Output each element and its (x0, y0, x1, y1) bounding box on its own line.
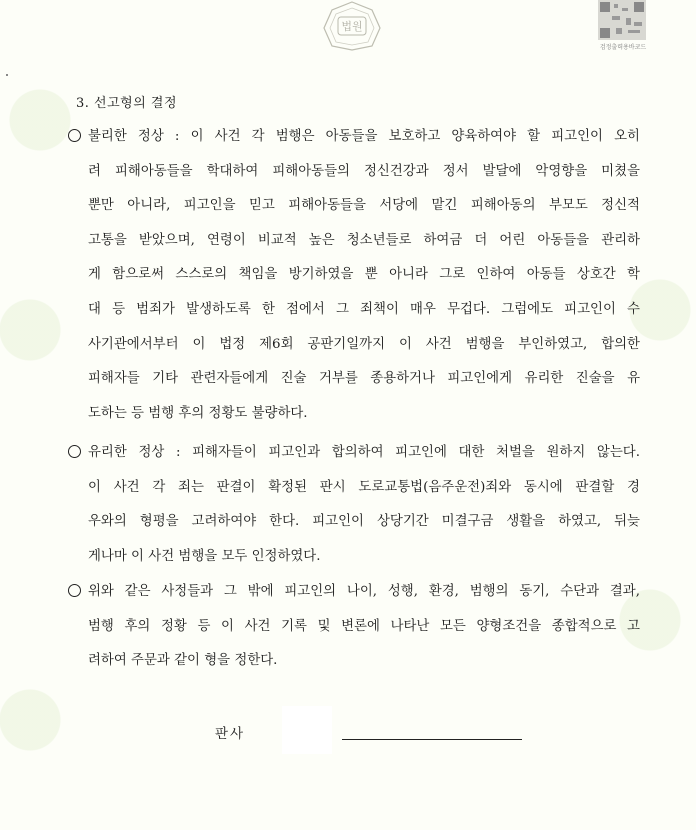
svg-text:법원: 법원 (341, 20, 363, 33)
paragraph-line: 뿐만 아니라, 피고인을 믿고 피해아동들을 서당에 맡긴 피해아동의 부모도 정신적 (88, 198, 640, 214)
paragraph-conclusion (68, 575, 640, 679)
paragraph-line: 우와의 형평을 고려하여야 한다. 피고인이 상당기간 미결구금 생활을 하였고, 뒤늦 (88, 514, 640, 530)
paragraph-line: 위와 같은 사정들과 그 밖에 피고인의 나이, 성행, 환경, 범행의 동기, 수단과 결과, (68, 575, 640, 610)
paragraph-line: 대 등 범죄가 발생하도록 한 점에서 그 죄책이 매우 무겁다. 그럼에도 피고인이 수 (88, 301, 640, 317)
section-heading: 3. 선고형의 결정 (76, 96, 178, 111)
paragraph-line: 이 사건 각 죄는 판결이 확정된 판시 도로교통법(음주운전)죄와 동시에 판결할 경 (88, 479, 640, 495)
paragraph-line: 고통을 받았으며, 연령이 비교적 높은 청소년들로 하여금 더 어린 아동들을 관리하 (88, 232, 640, 248)
paragraph-line: 게 함으로써 스스로의 책임을 방기하였을 뿐 아니라 그로 인하여 아동들 상호간 학 (88, 267, 640, 283)
paragraph-line: 려하여 주문과 같이 형을 정한다. (88, 653, 278, 669)
paragraph-favorable (68, 436, 640, 574)
paragraph-line: 불리한 정상 : 이 사건 각 범행은 아동들을 보호하고 양육하여야 할 피고인이 오히 (68, 120, 640, 155)
court-emblem-icon (320, 0, 384, 52)
signature-redaction (282, 706, 332, 754)
paragraph-line: 유리한 정상 : 피해자들이 피고인과 합의하여 피고인에 대한 처벌을 원하지 않는다. (68, 436, 640, 471)
paragraph-line: 사기관에서부터 이 법정 제6회 공판기일까지 이 사건 범행을 부인하였고, 합의한 (88, 336, 640, 352)
qr-caption: 검정출력용바코드 (599, 44, 647, 51)
judge-label: 판사 (215, 726, 246, 742)
signature-line (342, 739, 522, 740)
paragraph-line: 려 피해아동들을 학대하여 피해아동들의 정신건강과 정서 발달에 악영향을 미쳤을 (88, 163, 640, 179)
paragraph-line: 범행 후의 정황 등 이 사건 기록 및 변론에 나타난 모든 양형조건을 종합적으로 고 (88, 618, 640, 634)
qr-code-icon (598, 0, 646, 40)
scan-mark (6, 74, 8, 76)
paragraph-line: 게나마 이 사건 범행을 모두 인정하였다. (88, 548, 321, 564)
paragraph-unfavorable (68, 120, 640, 431)
paragraph-line: 도하는 등 범행 후의 정황도 불량하다. (88, 405, 308, 421)
paragraph-line: 피해자들 기타 관련자들에게 진술 거부를 종용하거나 피고인에게 유리한 진술을 유 (88, 371, 640, 387)
circle-bullet-icon (68, 584, 81, 597)
circle-bullet-icon (68, 129, 81, 142)
circle-bullet-icon (68, 445, 81, 458)
